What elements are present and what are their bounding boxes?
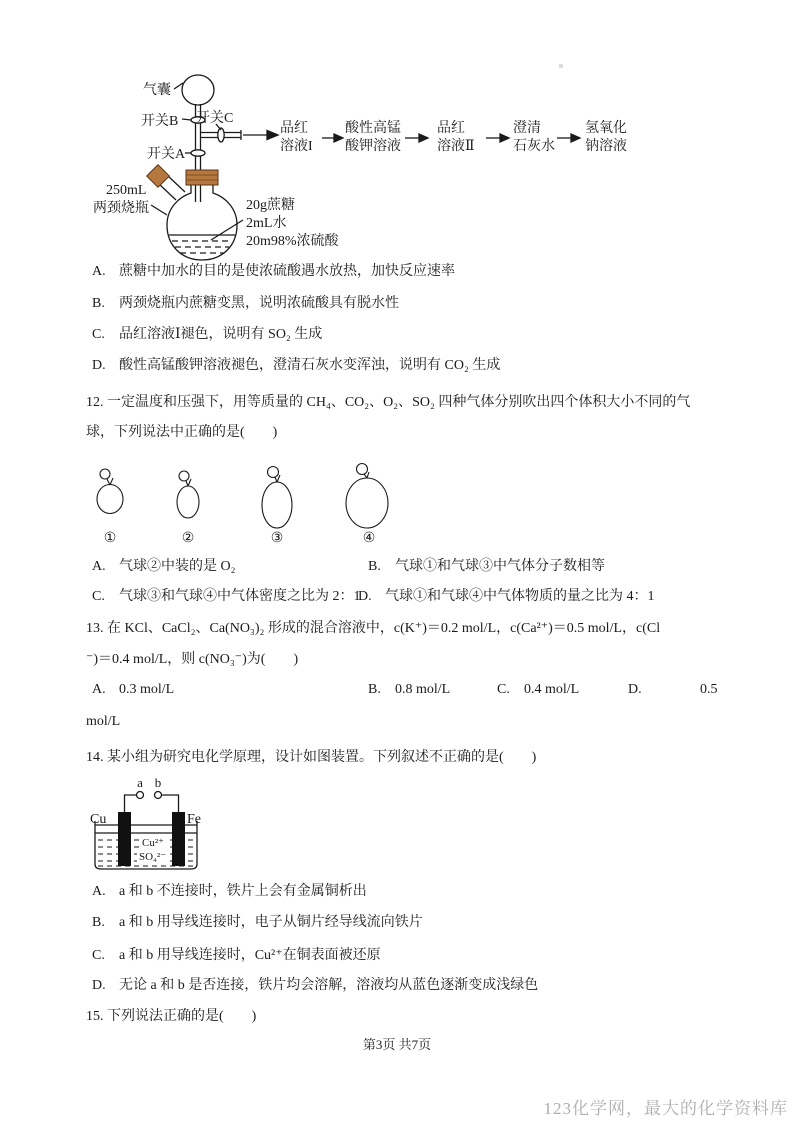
sulfate-ion-label: SO₄²⁻ — [139, 851, 167, 863]
flow-step-2: 酸性高锰 — [345, 121, 401, 136]
option-letter: B. — [92, 296, 105, 311]
q14-option-d — [92, 977, 538, 995]
balloon-4-label: ④ — [362, 531, 376, 546]
iron-label: Fe — [187, 812, 201, 827]
q13-option-b — [368, 681, 450, 699]
option-text: 0.8 mol/L — [395, 682, 451, 697]
option-text: 两颈烧瓶内蔗糖变黑，说明浓硫酸具有脱水性 — [119, 296, 399, 311]
switch-a-label: 开关A — [147, 147, 186, 162]
balloon-1-knot — [100, 469, 110, 479]
terminal-a-label: a — [137, 775, 143, 790]
option-text: 蔗糖中加水的目的是使浓硫酸遇水放热，加快反应速率 — [119, 264, 455, 279]
wire-right — [162, 795, 179, 812]
flow-step-4: 澄清 — [513, 121, 541, 136]
q12-option-a — [92, 558, 236, 576]
copper-ion-label: Cu²⁺ — [142, 837, 164, 849]
main-neck-stopper — [186, 170, 218, 185]
q13-option-c — [497, 681, 579, 699]
q12-stem-line2: 球，下列说法中正确的是( ) — [86, 425, 278, 440]
flow-step-5: 氢氧化 — [585, 121, 627, 136]
option-text: 0.3 mol/L — [119, 682, 175, 697]
switch-c-label: 开关C — [196, 111, 234, 126]
balloon-2-label: ② — [181, 531, 195, 546]
pointer-line — [182, 119, 191, 120]
flow-step-1: 品红 — [280, 121, 308, 136]
contents-label-line1: 20g蔗糖 — [246, 198, 295, 213]
flask-label-line2: 两颈烧瓶 — [93, 201, 149, 216]
switch-a-valve — [191, 150, 205, 156]
option-letter: A. — [92, 682, 106, 697]
flow-step-5: 钠溶液 — [585, 139, 627, 154]
wire-left — [125, 795, 137, 812]
flask-label-line1: 250mL — [106, 183, 147, 198]
balloon-4 — [346, 478, 388, 528]
option-text: a 和 b 用导线连接时，Cu²⁺在铜表面被还原 — [119, 948, 381, 963]
copper-electrode — [118, 812, 131, 866]
q14-option-b — [92, 914, 423, 932]
q13-option-d-wrap: mol/L — [86, 714, 121, 729]
q13-stem-line1: 13. 在 KCl、CaCl₂、Ca(NO₃)₂ 形成的混合溶液中，c(K⁺)＝0.2 mol/L，c(Ca²⁺)＝0.5 mol/L，c(Cl — [86, 621, 661, 636]
option-text: 0.4 mol/L — [524, 682, 580, 697]
option-letter: D. — [92, 978, 106, 993]
option-letter: D. — [358, 589, 372, 604]
option-text: 气球③和气球④中气体密度之比为 2：1 — [119, 589, 361, 604]
q11-apparatus-figure — [88, 68, 688, 266]
q11-option-c — [92, 326, 322, 344]
balloon-1-label: ① — [103, 531, 117, 546]
balloon-3-knot — [268, 467, 279, 478]
q14-stem: 14. 某小组为研究电化学原理，设计如图装置。下列叙述不正确的是( ) — [86, 750, 537, 765]
q11-option-b — [92, 295, 399, 313]
side-neck-stopper — [147, 165, 170, 188]
pointer-line — [151, 205, 167, 215]
side-neck — [159, 184, 176, 200]
option-text: 气球①和气球④中气体物质的量之比为 4：1 — [385, 589, 655, 604]
contents-label-line2: 2mL水 — [246, 216, 287, 231]
iron-electrode — [172, 812, 185, 866]
option-letter: C. — [92, 948, 105, 963]
balloon-2-knot — [179, 471, 189, 481]
q13-option-a — [92, 681, 174, 699]
option-text: 气球②中装的是 O₂ — [119, 559, 236, 574]
gas-bag-shape — [182, 75, 214, 105]
q12-stem-line1: 12. 一定温度和压强下，用等质量的 CH₄、CO₂、O₂、SO₂ 四种气体分别吹出四个体积大小不同的气 — [86, 395, 691, 410]
option-letter: B. — [92, 915, 105, 930]
option-text: 无论 a 和 b 是否连接，铁片均会溶解，溶液均从蓝色逐渐变成浅绿色 — [119, 978, 539, 993]
balloon-2 — [177, 486, 199, 518]
option-text: 酸性高锰酸钾溶液褪色，澄清石灰水变浑浊，说明有 CO₂ 生成 — [119, 358, 501, 373]
switch-b-label: 开关B — [141, 114, 179, 129]
option-letter: D. — [92, 358, 106, 373]
scan-artifact-dot — [559, 64, 563, 68]
q14-option-c — [92, 947, 381, 965]
option-letter: C. — [92, 589, 105, 604]
option-letter: A. — [92, 264, 106, 279]
terminal-b-label: b — [154, 775, 162, 790]
option-letter: A. — [92, 884, 106, 899]
q13-option-d-value: 0.5 — [700, 682, 718, 697]
terminal-a-circle — [137, 792, 144, 799]
gas-bag-label: 气囊 — [143, 83, 171, 98]
option-letter: B. — [368, 682, 381, 697]
side-neck — [168, 176, 185, 192]
q11-option-d — [92, 357, 500, 375]
q12-option-b — [368, 558, 605, 576]
flow-step-1: 溶液I — [280, 139, 313, 154]
option-letter: B. — [368, 559, 381, 574]
q11-option-a — [92, 263, 455, 281]
q12-option-c — [92, 588, 361, 606]
copper-label: Cu — [90, 812, 107, 827]
option-text: 气球①和气球③中气体分子数相等 — [395, 559, 605, 574]
switch-c-valve — [218, 128, 224, 142]
terminal-b-circle — [155, 792, 162, 799]
flow-step-4: 石灰水 — [513, 139, 555, 154]
page-number: 第3页 共7页 — [362, 1037, 432, 1052]
option-letter: A. — [92, 559, 106, 574]
site-watermark: 123化学网，最大的化学资料库 — [543, 1099, 788, 1118]
option-letter: C. — [92, 327, 105, 342]
q13-stem-line2: ⁻)＝0.4 mol/L，则 c(NO₃⁻)为( ) — [86, 652, 299, 667]
q12-balloons-figure — [88, 458, 398, 550]
balloon-3 — [262, 482, 292, 528]
option-letter: C. — [497, 682, 510, 697]
flow-step-3: 溶液Ⅱ — [437, 139, 475, 154]
q12-option-d — [358, 588, 655, 606]
q13-option-d-letter: D. — [628, 682, 642, 697]
q14-option-a — [92, 883, 367, 901]
q14-cell-figure — [88, 776, 220, 876]
option-text: a 和 b 不连接时，铁片上会有金属铜析出 — [119, 884, 367, 899]
contents-label-line3: 20m98%浓硫酸 — [246, 234, 339, 249]
option-text: a 和 b 用导线连接时，电子从铜片经导线流向铁片 — [119, 915, 423, 930]
flow-step-2: 酸钾溶液 — [345, 139, 401, 154]
balloon-3-label: ③ — [270, 531, 284, 546]
two-neck-flask — [167, 185, 237, 260]
q15-stem: 15. 下列说法正确的是( ) — [86, 1009, 257, 1024]
option-text: 品红溶液Ⅰ褪色，说明有 SO₂ 生成 — [119, 327, 323, 342]
balloon-1 — [97, 485, 123, 514]
flow-step-3: 品红 — [437, 121, 465, 136]
balloon-4-knot — [357, 464, 368, 475]
